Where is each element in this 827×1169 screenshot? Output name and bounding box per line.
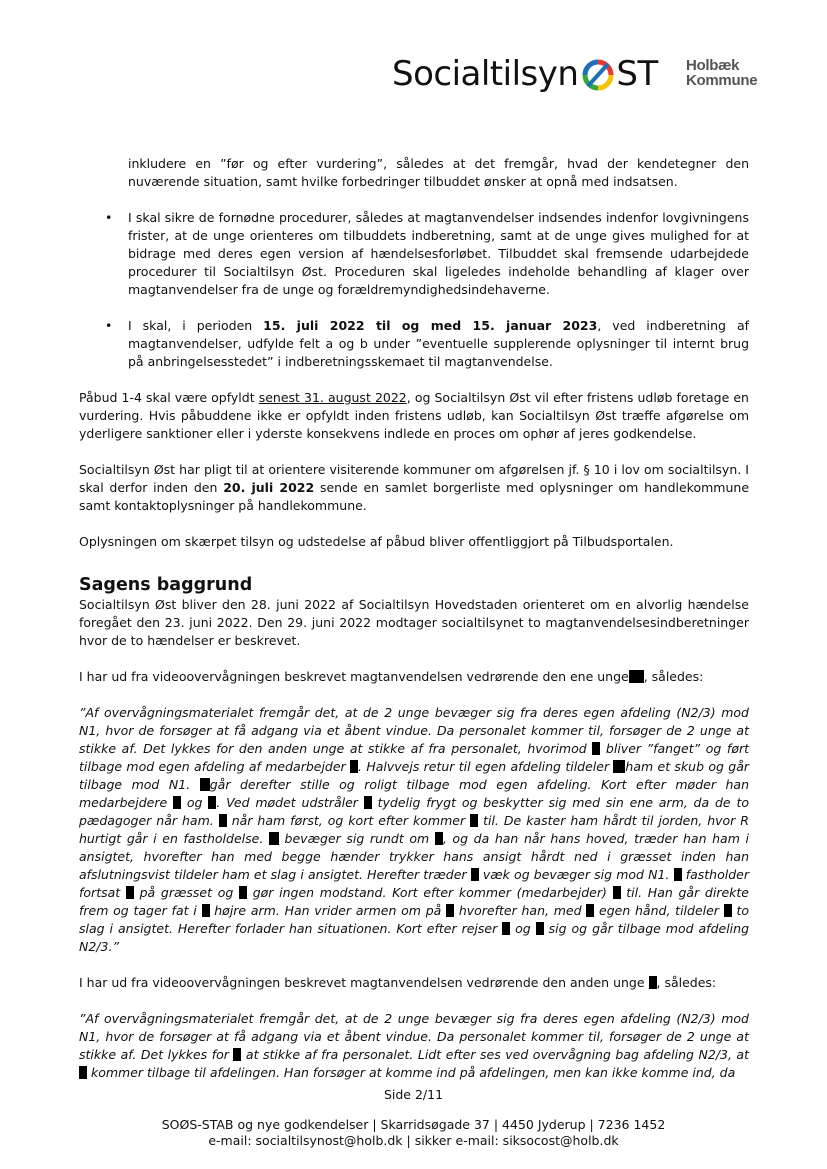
holbaek-kommune-logo <box>686 58 757 88</box>
bullet-dot-icon: • <box>105 210 113 225</box>
bullet-item <box>79 209 749 299</box>
kommune-line-1: Holbæk <box>686 57 740 74</box>
publication-paragraph: Oplysningen om skærpet tilsyn og udstedelse af påbud bliver offentliggjort på Tilbudsportalen. <box>79 534 674 549</box>
footer-email: e-mail: socialtilsynost@holb.dk | sikker e-mail: siksocost@holb.dk <box>208 1133 619 1148</box>
intro-second-youth: I har ud fra videoovervågningen beskrevet magtanvendelsen vedrørende den anden unge , således: <box>79 975 717 990</box>
logo-text: Socialtilsyn <box>392 54 579 94</box>
section-heading: Sagens baggrund <box>79 575 253 595</box>
bullet-item <box>79 317 749 371</box>
document-body <box>79 155 749 1082</box>
bullet-continuation: inkludere en ”før og efter vurdering”, således at det fremgår, hvad der kendetegner den nuværende situation, samt hvilke forbedringer tilbuddet ønsker at opnå med indsatsen. <box>128 156 749 189</box>
socialtilsyn-logo <box>392 52 658 96</box>
page-number: Side 2/11 <box>383 1087 444 1102</box>
redaction <box>629 670 644 683</box>
redaction <box>649 976 657 989</box>
bullet-text: I skal sikre de fornødne procedurer, således at magtanvendelser indsendes indenfor lovgivningens frister, at de unge orienteres om tilbuddets indberetning, samt at de unge gives mulighed for at bidrage med deres egen version af hændelsesforløbet. Tilbuddet skal fremsende udarbejdede procedurer til Socialtilsyn Øst. Proceduren skal ligeledes indeholde behandling af klager over magtanvendelser fra de unge og forældremyndighedsindehaverne. <box>128 210 749 297</box>
kommune-line-2: Kommune <box>686 72 758 89</box>
bullet-dot-icon: • <box>105 318 113 333</box>
quote-first-incident: ”Af overvågningsmaterialet fremgår det, at de 2 unge bevæger sig fra deres egen afdeling (N2/3) mod N1, hvor de forsøger at få adgang via et åbent vindue. Da personalet kommer til, forsøger de 2 unge at stikke af. Det lykkes for den anden unge at stikke af fra personalet, hvorimod bliver ”fanget” og ført tilbage mod egen afdeling af medarbejder . Halvvejs retur til egen afdeling tildeler ham et skub og går tilbage mod N1. går derefter stille og roligt tilbage mod egen afdeling. Kort efter møder han medarbejdere og . Ved mødet udstråler tydelig frygt og beskytter sig med sin ene arm, da de to pædagoger når ham. når ham først, og kort efter kommer til. De kaster ham hårdt til jorden, hvor R hurtigt går i en fastholdelse. bevæger sig rundt om , og da han når hans hoved, træder han ham i ansigtet, hvorefter han med begge hænder trykker hans ansigt hårdt ned i græsset inden han afslutningsvist tildeler ham et slag i ansigtet. Herefter træder væk og bevæger sig mod N1. fastholder fortsat på græsset og gør ingen modstand. Kort efter kommer (medarbejder) til. Han går direkte frem og tager fat i højre arm. Han vrider armen om på hvorefter han, med egen hånd, tildeler to slag i ansigtet. Herefter forlader han situationen. Kort efter rejser og sig og går tilbage mod afdeling N2/3.” <box>79 705 750 954</box>
intro-first-youth: I har ud fra videoovervågningen beskrevet magtanvendelsen vedrørende den ene unge , således: <box>79 669 704 684</box>
footer-address: SOØS-STAB og nye godkendelser | Skarridsøgade 37 | 4450 Jyderup | 7236 1452 <box>161 1117 666 1132</box>
background-paragraph: Socialtilsyn Øst bliver den 28. juni 2022 af Socialtilsyn Hovedstaden orienteret om en alvorlig hændelse foregået den 23. juni 2022. Den 29. juni 2022 modtager socialtilsynet to magtanvendelsesindberetninger hvor de to hændelser er beskrevet. <box>79 597 749 648</box>
deadline-paragraph: Påbud 1-4 skal være opfyldt senest 31. august 2022, og Socialtilsyn Øst vil efter fristens udløb foretage en vurdering. Hvis påbuddene ikke er opfyldt inden fristens udløb, kan Socialtilsyn Øst træffe afgørelse om yderligere sanktioner eller i yderste konsekvens indlede en proces om ophør af jeres godkendelse. <box>79 390 749 441</box>
orientation-paragraph: Socialtilsyn Øst har pligt til at orientere visiterende kommuner om afgørelsen jf. § 10 i lov om socialtilsyn. I skal derfor inden den 20. juli 2022 sende en samlet borgerliste med oplysninger om handlekommune samt kontaktoplysninger på handlekommune. <box>79 462 750 513</box>
bullet-text: I skal, i perioden 15. juli 2022 til og med 15. januar 2023, ved indberetning af magtanvendelser, udfylde felt a og b under ”eventuelle supplerende oplysninger til internt brug på anbringelsesstedet” i indberetningsskemaet til magtanvendelse. <box>128 318 750 369</box>
quote-second-incident: ”Af overvågningsmaterialet fremgår det, at de 2 unge bevæger sig fra deres egen afdeling (N2/3) mod N1, hvor de forsøger at få adgang via et åbent vindue. Da personalet kommer til, forsøger de 2 unge at stikke af. Det lykkes for at stikke af fra personalet. Lidt efter ses ved overvågning bag afdeling N2/3, at kommer tilbage til afdelingen. Han forsøger at komme ind på afdelingen, men kan ikke komme ind, da <box>79 1011 749 1080</box>
logo-circle-icon <box>582 59 614 91</box>
footer <box>0 1117 827 1149</box>
logo-st-text: ST <box>616 54 658 94</box>
